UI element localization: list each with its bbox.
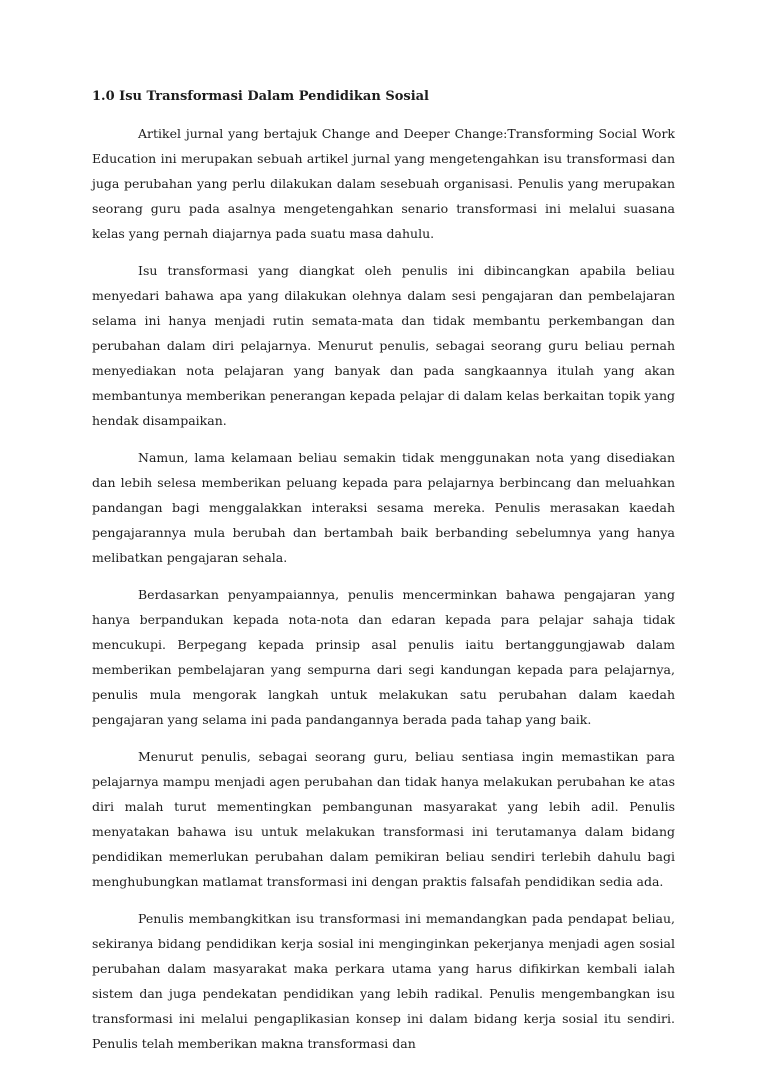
paragraph-4: Berdasarkan penyampaiannya, penulis mencerminkan bahawa pengajaran yang hanya berpandukan kepada nota-nota dan edaran kepada para pelajar sahaja tidak mencukupi. Berpegang kepada prinsip asal penulis iaitu bertanggungjawab dalam memberikan pembelajaran yang sempurna dari segi kandungan kepada para pelajarnya, penulis mula mengorak langkah untuk melakukan satu perubahan dalam kaedah pengajaran yang selama ini pada pandangannya berada pada tahap yang baik.: [92, 587, 675, 727]
section-heading: 1.0 Isu Transformasi Dalam Pendidikan Sosial: [92, 89, 429, 104]
paragraph-2: Isu transformasi yang diangkat oleh penulis ini dibincangkan apabila beliau menyedari bahawa apa yang dilakukan olehnya dalam sesi pengajaran dan pembelajaran selama ini hanya menjadi rutin semata-mata dan tidak membantu perkembangan dan perubahan dalam diri pelajarnya. Menurut penulis, sebagai seorang guru beliau pernah menyediakan nota pelajaran yang banyak dan pada sangkaannya itulah yang akan membantunya memberikan penerangan kepada pelajar di dalam kelas berkaitan topik yang hendak disampaikan.: [92, 263, 675, 428]
paragraph-6: Penulis membangkitkan isu transformasi ini memandangkan pada pendapat beliau, sekiranya bidang pendidikan kerja sosial ini menginginkan pekerjanya menjadi agen sosial perubahan dalam masyarakat maka perkara utama yang harus difikirkan kembali ialah sistem dan juga pendekatan pendidikan yang lebih radikal. Penulis mengembangkan isu transformasi ini melalui pengaplikasian konsep ini dalam bidang kerja sosial itu sendiri. Penulis telah memberikan makna transformasi dan: [92, 911, 675, 1051]
paragraph-1: Artikel jurnal yang bertajuk Change and Deeper Change:Transforming Social Work Education ini merupakan sebuah artikel jurnal yang mengetengahkan isu transformasi dan juga perubahan yang perlu dilakukan dalam sesebuah organisasi. Penulis yang merupakan seorang guru pada asalnya mengetengahkan senario transformasi ini melalui suasana kelas yang pernah diajarnya pada suatu masa dahulu.: [92, 126, 675, 241]
paragraph-5: Menurut penulis, sebagai seorang guru, beliau sentiasa ingin memastikan para pelajarnya mampu menjadi agen perubahan dan tidak hanya melakukan perubahan ke atas diri malah turut mementingkan pembangunan masyarakat yang lebih adil. Penulis menyatakan bahawa isu untuk melakukan transformasi ini terutamanya dalam bidang pendidikan memerlukan perubahan dalam pemikiran beliau sendiri terlebih dahulu bagi menghubungkan matlamat transformasi ini dengan praktis falsafah pendidikan sedia ada.: [92, 749, 675, 889]
document-body: [92, 84, 675, 1068]
paragraph-3: Namun, lama kelamaan beliau semakin tidak menggunakan nota yang disediakan dan lebih selesa memberikan peluang kepada para pelajarnya berbincang dan meluahkan pandangan bagi menggalakkan interaksi sesama mereka. Penulis merasakan kaedah pengajarannya mula berubah dan bertambah baik berbanding sebelumnya yang hanya melibatkan pengajaran sehala.: [92, 450, 675, 565]
